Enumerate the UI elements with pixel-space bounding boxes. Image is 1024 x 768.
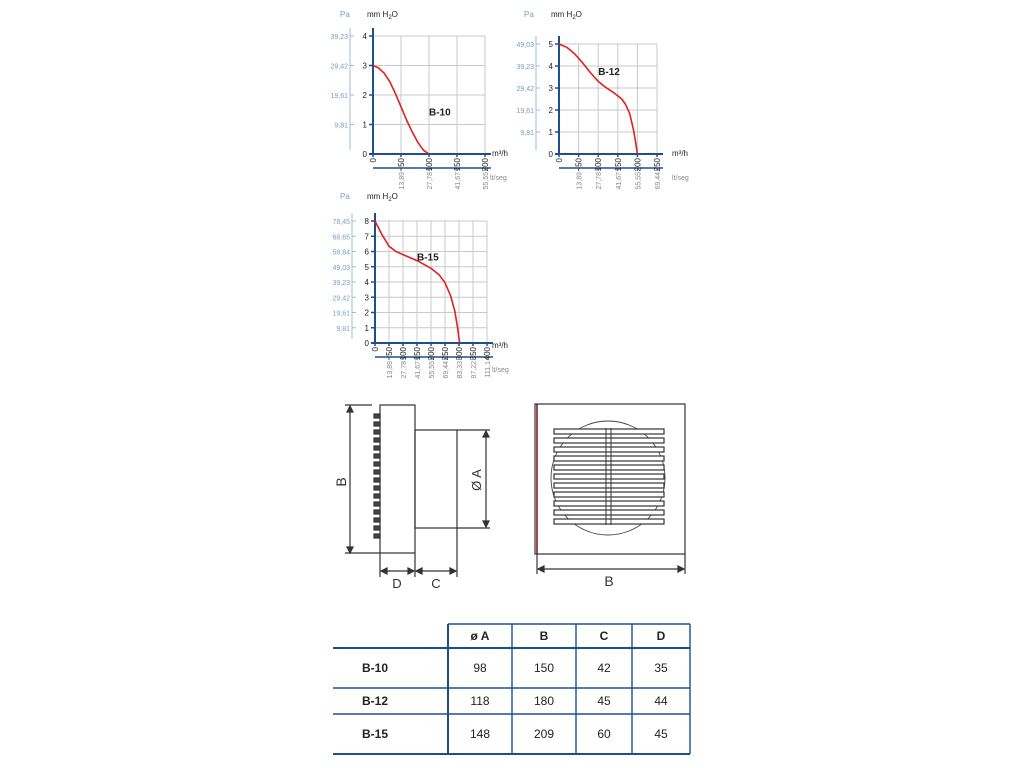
ls-tick-label: 97,22 bbox=[471, 361, 478, 379]
ls-tick-label: 13,89 bbox=[399, 172, 406, 190]
series-label: B-10 bbox=[429, 107, 451, 119]
y-tick-label: 2 bbox=[548, 106, 553, 115]
table-cell: 148 bbox=[469, 727, 491, 741]
pa-axis-label: Pa bbox=[340, 192, 350, 201]
label-d: D bbox=[392, 576, 402, 591]
y-tick-label: 6 bbox=[364, 247, 369, 257]
y-tick-label: 3 bbox=[548, 84, 553, 93]
performance-curve-b12 bbox=[516, 10, 688, 190]
y-tick-label: 0 bbox=[548, 150, 553, 159]
table-cell: 118 bbox=[470, 694, 490, 708]
ls-unit-label: lt/seg bbox=[672, 175, 689, 182]
x-tick-label: 400 bbox=[483, 347, 492, 361]
x-tick-label: 150 bbox=[413, 347, 422, 361]
ls-tick-label: 41,67 bbox=[615, 172, 623, 190]
label-b-front: B bbox=[604, 573, 614, 589]
x-tick-label: 100 bbox=[425, 158, 434, 172]
y-tick-label: 7 bbox=[364, 232, 369, 242]
y-tick-label: 4 bbox=[548, 62, 553, 71]
ls-tick-label: 13,89 bbox=[387, 361, 394, 379]
x-tick-label: 100 bbox=[399, 347, 408, 361]
front-grille-slats bbox=[554, 429, 664, 524]
x-tick-label: 150 bbox=[613, 158, 623, 172]
table-cell: 45 bbox=[597, 694, 611, 708]
ls-tick-label: 55,55 bbox=[635, 172, 643, 190]
y-tick-label: 5 bbox=[548, 40, 553, 49]
pa-tick-label: 9,81 bbox=[520, 130, 534, 137]
table-cell: 150 bbox=[533, 661, 555, 675]
table-row-label: B-15 bbox=[362, 727, 389, 741]
y-tick-label: 1 bbox=[548, 128, 553, 137]
ls-tick-label: 41,67 bbox=[455, 172, 462, 190]
ls-tick-label: 41,67 bbox=[415, 361, 422, 379]
flow-unit-label: m³/h bbox=[672, 149, 688, 158]
x-tick-label: 0 bbox=[371, 347, 380, 352]
pa-tick-label: 58,84 bbox=[332, 249, 350, 257]
x-tick-label: 50 bbox=[397, 158, 406, 167]
table-cell: 42 bbox=[597, 661, 611, 675]
y-tick-label: 5 bbox=[364, 262, 369, 272]
x-tick-label: 250 bbox=[441, 347, 450, 361]
y-tick-label: 0 bbox=[362, 150, 367, 159]
ls-tick-label: 27,78 bbox=[401, 361, 408, 379]
pa-tick-label: 39,23 bbox=[330, 34, 348, 41]
ls-unit-label: lt/seg bbox=[492, 367, 509, 374]
table-header-cell: D bbox=[656, 629, 666, 643]
table-cell: 45 bbox=[654, 727, 668, 741]
ls-tick-label: 27,78 bbox=[596, 172, 604, 190]
table-header-cell: C bbox=[599, 629, 609, 643]
ls-tick-label: 55,55 bbox=[429, 361, 436, 379]
duct-body bbox=[415, 430, 457, 528]
pa-tick-label: 68,65 bbox=[332, 234, 350, 242]
y-tick-label: 2 bbox=[362, 91, 367, 100]
table-cell: 35 bbox=[654, 661, 668, 675]
x-tick-label: 100 bbox=[594, 158, 604, 172]
pa-axis-label: Pa bbox=[524, 10, 534, 19]
flow-unit-label: m³/h bbox=[492, 149, 508, 158]
y-tick-label: 3 bbox=[362, 61, 367, 71]
pa-tick-label: 78,45 bbox=[332, 219, 350, 226]
y-tick-label: 8 bbox=[364, 217, 369, 226]
pa-tick-label: 9,81 bbox=[334, 122, 348, 130]
series-label: B-15 bbox=[417, 252, 439, 264]
front-plate bbox=[380, 405, 415, 553]
y-tick-label: 2 bbox=[364, 308, 369, 318]
x-tick-label: 200 bbox=[633, 158, 643, 172]
x-tick-label: 150 bbox=[453, 158, 462, 172]
pa-tick-label: 49,03 bbox=[516, 42, 534, 49]
table-cell: 60 bbox=[597, 727, 611, 741]
grille-fins bbox=[374, 414, 380, 538]
pa-tick-label: 19,61 bbox=[330, 93, 348, 100]
ls-tick-label: 55,55 bbox=[483, 172, 490, 190]
pa-tick-label: 39,23 bbox=[516, 64, 534, 71]
label-b-side: B bbox=[333, 477, 349, 487]
ls-tick-label: 27,78 bbox=[427, 172, 434, 190]
x-tick-label: 250 bbox=[653, 158, 662, 172]
label-c: C bbox=[431, 576, 441, 591]
pa-tick-label: 49,03 bbox=[332, 264, 350, 272]
pa-tick-label: 19,61 bbox=[332, 310, 350, 318]
flow-unit-label: m³/h bbox=[492, 341, 508, 350]
front-view-drawing bbox=[535, 404, 685, 574]
pa-axis-label: Pa bbox=[340, 10, 350, 19]
ls-tick-label: 69,44 bbox=[655, 172, 662, 190]
dimensions-table bbox=[333, 624, 690, 754]
label-a: Ø A bbox=[469, 469, 484, 491]
series-label: B-12 bbox=[598, 66, 620, 78]
y-tick-label: 0 bbox=[364, 339, 369, 348]
x-tick-label: 350 bbox=[469, 347, 478, 361]
y-tick-label: 1 bbox=[362, 120, 367, 130]
ls-tick-label: 83,33 bbox=[457, 361, 464, 379]
x-tick-label: 50 bbox=[385, 347, 394, 356]
x-tick-label: 0 bbox=[555, 158, 564, 163]
y-tick-label: 4 bbox=[362, 32, 367, 41]
ls-unit-label: lt/seg bbox=[490, 175, 507, 182]
pa-tick-label: 29,42 bbox=[332, 295, 350, 303]
ls-tick-label: 111,1 bbox=[485, 361, 492, 378]
performance-curve-b10 bbox=[330, 10, 508, 190]
table-cell: 180 bbox=[533, 694, 555, 708]
x-tick-label: 200 bbox=[427, 347, 436, 361]
mm-axis-label: mm $H_2O$ bbox=[551, 10, 582, 21]
table-row-label: B-12 bbox=[362, 694, 389, 708]
pa-tick-label: 39,23 bbox=[332, 280, 350, 287]
x-tick-label: 50 bbox=[574, 158, 584, 167]
table-header-cell: B bbox=[539, 629, 549, 643]
ls-tick-label: 69,44 bbox=[443, 361, 450, 379]
table-row-label: B-10 bbox=[362, 661, 389, 675]
ls-tick-label: 13,89 bbox=[576, 172, 584, 190]
pa-tick-label: 9,81 bbox=[336, 325, 350, 333]
y-tick-label: 4 bbox=[364, 278, 369, 287]
table-cell: 209 bbox=[533, 727, 555, 741]
table-header-cell: ø A bbox=[470, 629, 490, 643]
performance-curve-b15 bbox=[332, 192, 508, 379]
mm-axis-label: mm $H_2O$ bbox=[367, 192, 398, 203]
pa-tick-label: 19,61 bbox=[516, 108, 534, 115]
y-tick-label: 1 bbox=[364, 323, 369, 333]
x-tick-label: 0 bbox=[369, 158, 378, 163]
table-cell: 44 bbox=[654, 694, 668, 708]
mm-axis-label: mm $H_2O$ bbox=[367, 10, 398, 21]
pa-tick-label: 29,42 bbox=[516, 86, 534, 93]
x-tick-label: 200 bbox=[481, 158, 490, 172]
x-tick-label: 300 bbox=[455, 347, 464, 361]
y-tick-label: 3 bbox=[364, 293, 369, 303]
pa-tick-label: 29,42 bbox=[330, 63, 348, 71]
table-cell: 98 bbox=[473, 661, 487, 675]
